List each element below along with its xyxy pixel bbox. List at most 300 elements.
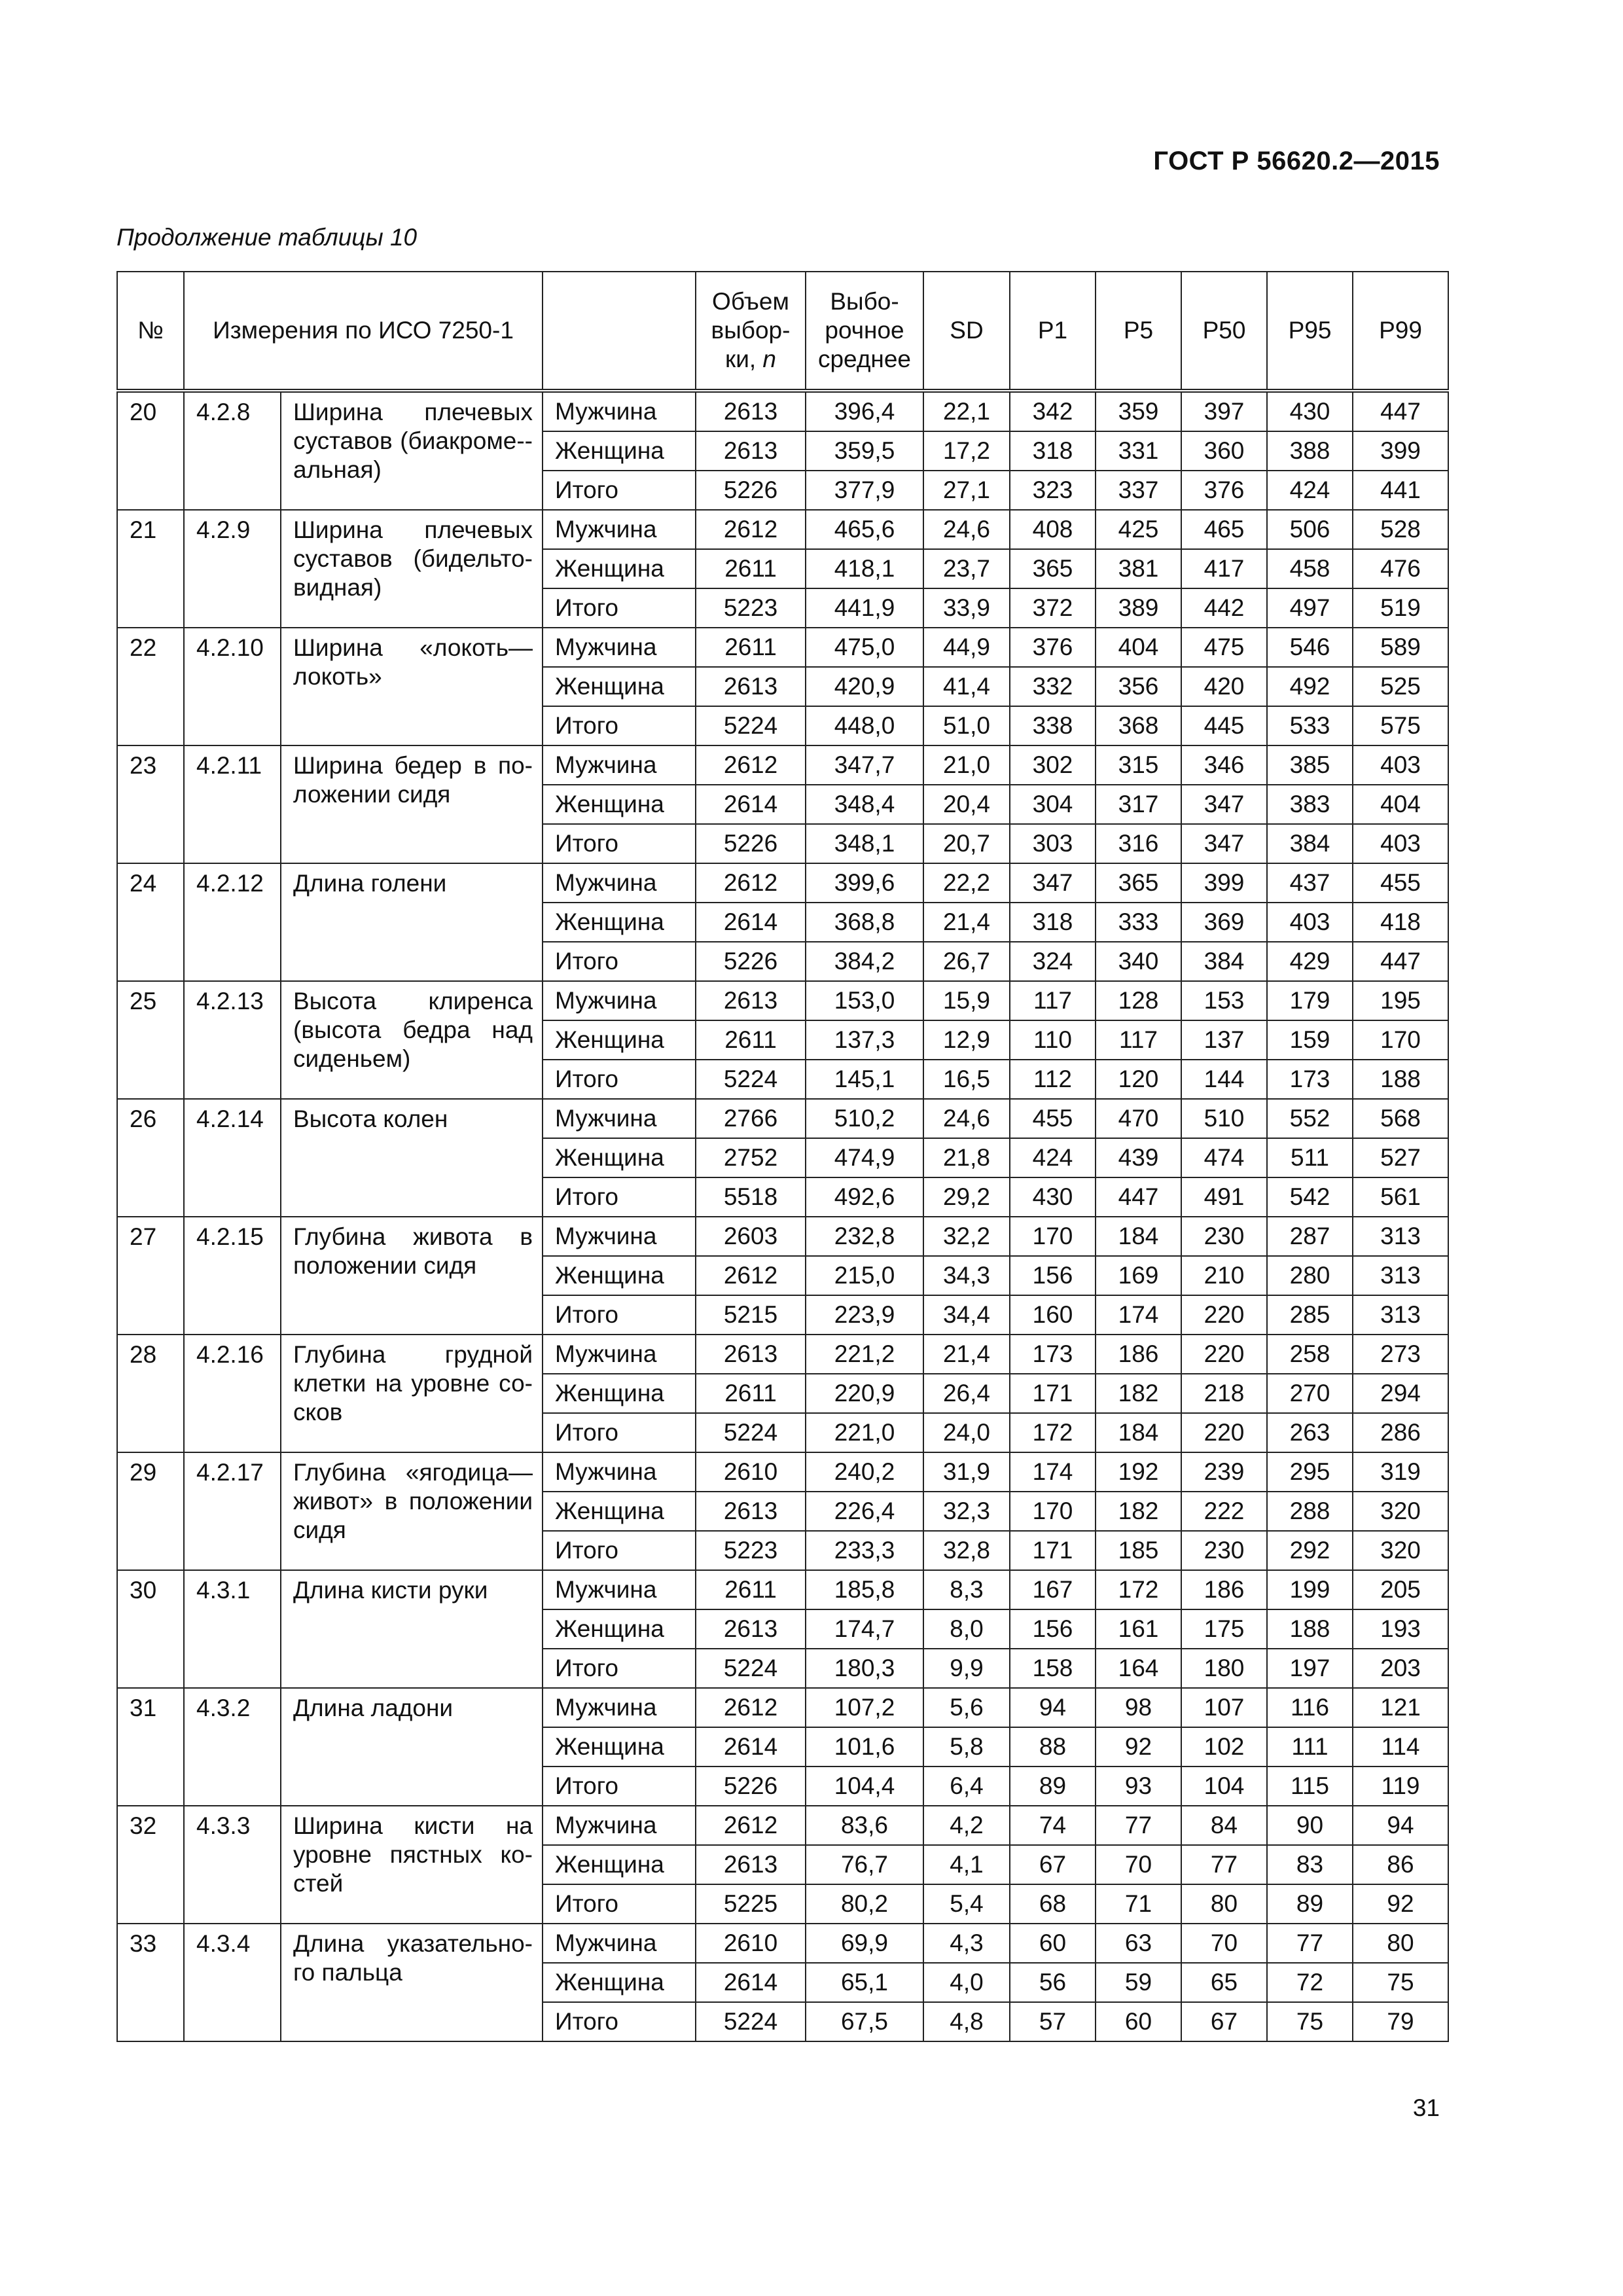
cell-p99: 519 bbox=[1353, 588, 1448, 628]
cell-p95: 295 bbox=[1267, 1452, 1353, 1492]
cell-p50: 465 bbox=[1181, 510, 1267, 549]
col-header-sd: SD bbox=[923, 272, 1010, 391]
cell-p5: 184 bbox=[1096, 1217, 1181, 1256]
cell-p99: 404 bbox=[1353, 785, 1448, 824]
cell-p99: 447 bbox=[1353, 391, 1448, 431]
table-row bbox=[117, 1335, 1448, 1374]
cell-p95: 83 bbox=[1267, 1845, 1353, 1884]
subgroup-label: Мужчина bbox=[543, 628, 696, 667]
cell-p95: 497 bbox=[1267, 588, 1353, 628]
cell-p1: 156 bbox=[1010, 1609, 1096, 1649]
subgroup-label: Итого bbox=[543, 471, 696, 510]
cell-mean: 399,6 bbox=[806, 863, 923, 903]
cell-p99: 286 bbox=[1353, 1413, 1448, 1452]
cell-p99: 313 bbox=[1353, 1256, 1448, 1295]
table-caption: Продолжение таблицы 10 bbox=[116, 224, 418, 251]
cell-mean: 174,7 bbox=[806, 1609, 923, 1649]
subgroup-label: Мужчина bbox=[543, 1570, 696, 1609]
table-row bbox=[117, 1570, 1448, 1609]
row-number: 23 bbox=[117, 745, 184, 863]
cell-sd: 8,0 bbox=[923, 1609, 1010, 1649]
cell-p50: 67 bbox=[1181, 2002, 1267, 2041]
cell-p1: 110 bbox=[1010, 1020, 1096, 1060]
cell-p1: 347 bbox=[1010, 863, 1096, 903]
cell-mean: 441,9 bbox=[806, 588, 923, 628]
measurement-name: Длина голени bbox=[281, 863, 543, 981]
col-header-mean bbox=[806, 272, 923, 391]
col-header-mean-l1: Выбо- bbox=[830, 288, 899, 315]
cell-p1: 173 bbox=[1010, 1335, 1096, 1374]
cell-p1: 324 bbox=[1010, 942, 1096, 981]
cell-n: 2613 bbox=[696, 391, 806, 431]
table-row bbox=[117, 510, 1448, 549]
cell-sd: 5,6 bbox=[923, 1688, 1010, 1727]
cell-p99: 94 bbox=[1353, 1806, 1448, 1845]
cell-n: 2613 bbox=[696, 1492, 806, 1531]
col-header-sample-size bbox=[696, 272, 806, 391]
cell-mean: 474,9 bbox=[806, 1138, 923, 1177]
cell-p1: 174 bbox=[1010, 1452, 1096, 1492]
cell-n: 2611 bbox=[696, 1374, 806, 1413]
cell-p1: 158 bbox=[1010, 1649, 1096, 1688]
cell-p50: 70 bbox=[1181, 1924, 1267, 1963]
cell-p99: 528 bbox=[1353, 510, 1448, 549]
cell-sd: 24,6 bbox=[923, 510, 1010, 549]
cell-n: 2612 bbox=[696, 1256, 806, 1295]
cell-mean: 475,0 bbox=[806, 628, 923, 667]
iso-code: 4.3.1 bbox=[184, 1570, 281, 1688]
iso-code: 4.2.14 bbox=[184, 1099, 281, 1217]
cell-sd: 21,0 bbox=[923, 745, 1010, 785]
cell-mean: 492,6 bbox=[806, 1177, 923, 1217]
cell-n: 2610 bbox=[696, 1452, 806, 1492]
cell-p95: 383 bbox=[1267, 785, 1353, 824]
cell-p1: 94 bbox=[1010, 1688, 1096, 1727]
subgroup-label: Итого bbox=[543, 1649, 696, 1688]
table-body bbox=[117, 391, 1448, 2041]
cell-p1: 303 bbox=[1010, 824, 1096, 863]
cell-p99: 575 bbox=[1353, 706, 1448, 745]
cell-mean: 180,3 bbox=[806, 1649, 923, 1688]
cell-p1: 170 bbox=[1010, 1492, 1096, 1531]
cell-p95: 270 bbox=[1267, 1374, 1353, 1413]
cell-p1: 172 bbox=[1010, 1413, 1096, 1452]
subgroup-label: Женщина bbox=[543, 1963, 696, 2002]
cell-p95: 388 bbox=[1267, 431, 1353, 471]
row-number: 22 bbox=[117, 628, 184, 745]
cell-sd: 32,2 bbox=[923, 1217, 1010, 1256]
cell-p50: 180 bbox=[1181, 1649, 1267, 1688]
subgroup-label: Женщина bbox=[543, 1374, 696, 1413]
subgroup-label: Итого bbox=[543, 1767, 696, 1806]
cell-p1: 338 bbox=[1010, 706, 1096, 745]
cell-p99: 313 bbox=[1353, 1295, 1448, 1335]
cell-p99: 193 bbox=[1353, 1609, 1448, 1649]
cell-p5: 331 bbox=[1096, 431, 1181, 471]
cell-p5: 172 bbox=[1096, 1570, 1181, 1609]
cell-p1: 408 bbox=[1010, 510, 1096, 549]
col-header-measure: Измерения по ИСО 7250-1 bbox=[184, 272, 543, 391]
measurements-table bbox=[116, 271, 1449, 2042]
cell-p95: 89 bbox=[1267, 1884, 1353, 1924]
cell-p99: 294 bbox=[1353, 1374, 1448, 1413]
cell-p99: 441 bbox=[1353, 471, 1448, 510]
cell-sd: 22,1 bbox=[923, 391, 1010, 431]
table-row bbox=[117, 1924, 1448, 1963]
subgroup-label: Итого bbox=[543, 1177, 696, 1217]
cell-n: 2612 bbox=[696, 745, 806, 785]
subgroup-label: Женщина bbox=[543, 431, 696, 471]
cell-p50: 369 bbox=[1181, 903, 1267, 942]
row-number: 30 bbox=[117, 1570, 184, 1688]
cell-p50: 102 bbox=[1181, 1727, 1267, 1767]
cell-p50: 144 bbox=[1181, 1060, 1267, 1099]
subgroup-label: Женщина bbox=[543, 1492, 696, 1531]
col-header-p50: P50 bbox=[1181, 272, 1267, 391]
cell-p95: 542 bbox=[1267, 1177, 1353, 1217]
cell-p5: 389 bbox=[1096, 588, 1181, 628]
cell-p50: 153 bbox=[1181, 981, 1267, 1020]
subgroup-label: Мужчина bbox=[543, 745, 696, 785]
measurement-name: Ширина плечевых суставов (бидельто-видная) bbox=[281, 510, 543, 628]
cell-mean: 83,6 bbox=[806, 1806, 923, 1845]
subgroup-label: Мужчина bbox=[543, 1452, 696, 1492]
cell-p99: 79 bbox=[1353, 2002, 1448, 2041]
cell-mean: 448,0 bbox=[806, 706, 923, 745]
cell-sd: 26,7 bbox=[923, 942, 1010, 981]
subgroup-label: Мужчина bbox=[543, 863, 696, 903]
cell-mean: 185,8 bbox=[806, 1570, 923, 1609]
cell-p95: 533 bbox=[1267, 706, 1353, 745]
cell-sd: 24,6 bbox=[923, 1099, 1010, 1138]
cell-sd: 21,4 bbox=[923, 1335, 1010, 1374]
row-number: 31 bbox=[117, 1688, 184, 1806]
cell-p95: 458 bbox=[1267, 549, 1353, 588]
subgroup-label: Итого bbox=[543, 1884, 696, 1924]
col-header-mean-l2: рочное bbox=[825, 317, 904, 344]
cell-p1: 365 bbox=[1010, 549, 1096, 588]
cell-p1: 304 bbox=[1010, 785, 1096, 824]
subgroup-label: Итого bbox=[543, 588, 696, 628]
table-row bbox=[117, 1688, 1448, 1727]
cell-p1: 342 bbox=[1010, 391, 1096, 431]
iso-code: 4.2.16 bbox=[184, 1335, 281, 1452]
cell-p99: 75 bbox=[1353, 1963, 1448, 2002]
cell-p95: 173 bbox=[1267, 1060, 1353, 1099]
subgroup-label: Итого bbox=[543, 942, 696, 981]
cell-p95: 424 bbox=[1267, 471, 1353, 510]
cell-p50: 220 bbox=[1181, 1335, 1267, 1374]
cell-p5: 98 bbox=[1096, 1688, 1181, 1727]
cell-p5: 184 bbox=[1096, 1413, 1181, 1452]
cell-mean: 348,1 bbox=[806, 824, 923, 863]
subgroup-label: Итого bbox=[543, 1295, 696, 1335]
cell-p5: 404 bbox=[1096, 628, 1181, 667]
cell-sd: 20,7 bbox=[923, 824, 1010, 863]
cell-p95: 116 bbox=[1267, 1688, 1353, 1727]
cell-p99: 273 bbox=[1353, 1335, 1448, 1374]
subgroup-label: Женщина bbox=[543, 1845, 696, 1884]
col-header-sample-size-l2: выбор- bbox=[711, 317, 791, 344]
measurement-name: Длина указательно-го пальца bbox=[281, 1924, 543, 2041]
cell-n: 2766 bbox=[696, 1099, 806, 1138]
cell-p99: 203 bbox=[1353, 1649, 1448, 1688]
subgroup-label: Итого bbox=[543, 1413, 696, 1452]
measurement-name: Высота клиренса (высота бедра над сиденьем) bbox=[281, 981, 543, 1099]
cell-p5: 340 bbox=[1096, 942, 1181, 981]
cell-n: 2611 bbox=[696, 1570, 806, 1609]
cell-n: 2610 bbox=[696, 1924, 806, 1963]
cell-mean: 76,7 bbox=[806, 1845, 923, 1884]
cell-p99: 476 bbox=[1353, 549, 1448, 588]
table-row bbox=[117, 863, 1448, 903]
cell-sd: 15,9 bbox=[923, 981, 1010, 1020]
subgroup-label: Женщина bbox=[543, 1727, 696, 1767]
measurement-name: Длина ладони bbox=[281, 1688, 543, 1806]
cell-p50: 175 bbox=[1181, 1609, 1267, 1649]
cell-p95: 384 bbox=[1267, 824, 1353, 863]
cell-p95: 546 bbox=[1267, 628, 1353, 667]
page-number: 31 bbox=[1412, 2094, 1440, 2121]
cell-p99: 195 bbox=[1353, 981, 1448, 1020]
cell-p1: 60 bbox=[1010, 1924, 1096, 1963]
col-header-sample-size-var: n bbox=[762, 346, 776, 372]
cell-p5: 425 bbox=[1096, 510, 1181, 549]
cell-p1: 112 bbox=[1010, 1060, 1096, 1099]
cell-p95: 90 bbox=[1267, 1806, 1353, 1845]
cell-p1: 170 bbox=[1010, 1217, 1096, 1256]
cell-sd: 5,8 bbox=[923, 1727, 1010, 1767]
cell-p5: 120 bbox=[1096, 1060, 1181, 1099]
cell-p1: 318 bbox=[1010, 431, 1096, 471]
cell-p99: 568 bbox=[1353, 1099, 1448, 1138]
cell-n: 5225 bbox=[696, 1884, 806, 1924]
subgroup-label: Итого bbox=[543, 706, 696, 745]
row-number: 28 bbox=[117, 1335, 184, 1452]
cell-p95: 280 bbox=[1267, 1256, 1353, 1295]
iso-code: 4.2.10 bbox=[184, 628, 281, 745]
cell-p1: 57 bbox=[1010, 2002, 1096, 2041]
subgroup-label: Итого bbox=[543, 824, 696, 863]
cell-p95: 385 bbox=[1267, 745, 1353, 785]
iso-code: 4.2.17 bbox=[184, 1452, 281, 1570]
cell-mean: 67,5 bbox=[806, 2002, 923, 2041]
cell-p99: 121 bbox=[1353, 1688, 1448, 1727]
cell-sd: 29,2 bbox=[923, 1177, 1010, 1217]
row-number: 20 bbox=[117, 391, 184, 510]
cell-n: 5518 bbox=[696, 1177, 806, 1217]
row-number: 25 bbox=[117, 981, 184, 1099]
cell-p5: 359 bbox=[1096, 391, 1181, 431]
cell-sd: 31,9 bbox=[923, 1452, 1010, 1492]
cell-p50: 347 bbox=[1181, 785, 1267, 824]
cell-p5: 63 bbox=[1096, 1924, 1181, 1963]
cell-mean: 396,4 bbox=[806, 391, 923, 431]
cell-p5: 315 bbox=[1096, 745, 1181, 785]
cell-p50: 137 bbox=[1181, 1020, 1267, 1060]
row-number: 21 bbox=[117, 510, 184, 628]
cell-n: 5224 bbox=[696, 706, 806, 745]
cell-p50: 77 bbox=[1181, 1845, 1267, 1884]
table-row bbox=[117, 1099, 1448, 1138]
cell-sd: 5,4 bbox=[923, 1884, 1010, 1924]
cell-p50: 491 bbox=[1181, 1177, 1267, 1217]
cell-p95: 179 bbox=[1267, 981, 1353, 1020]
col-header-no: № bbox=[117, 272, 184, 391]
cell-p5: 164 bbox=[1096, 1649, 1181, 1688]
cell-p95: 111 bbox=[1267, 1727, 1353, 1767]
cell-p99: 589 bbox=[1353, 628, 1448, 667]
cell-p99: 86 bbox=[1353, 1845, 1448, 1884]
subgroup-label: Мужчина bbox=[543, 1217, 696, 1256]
cell-p50: 420 bbox=[1181, 667, 1267, 706]
cell-p50: 186 bbox=[1181, 1570, 1267, 1609]
cell-p95: 511 bbox=[1267, 1138, 1353, 1177]
cell-p99: 119 bbox=[1353, 1767, 1448, 1806]
cell-p95: 72 bbox=[1267, 1963, 1353, 2002]
cell-p5: 70 bbox=[1096, 1845, 1181, 1884]
cell-p95: 77 bbox=[1267, 1924, 1353, 1963]
table-row bbox=[117, 981, 1448, 1020]
cell-sd: 44,9 bbox=[923, 628, 1010, 667]
row-number: 26 bbox=[117, 1099, 184, 1217]
cell-p5: 59 bbox=[1096, 1963, 1181, 2002]
subgroup-label: Мужчина bbox=[543, 1924, 696, 1963]
cell-p50: 230 bbox=[1181, 1217, 1267, 1256]
subgroup-label: Женщина bbox=[543, 549, 696, 588]
col-header-mean-l3: среднее bbox=[817, 346, 912, 372]
cell-mean: 465,6 bbox=[806, 510, 923, 549]
cell-p50: 442 bbox=[1181, 588, 1267, 628]
cell-n: 2612 bbox=[696, 1806, 806, 1845]
cell-p50: 347 bbox=[1181, 824, 1267, 863]
cell-sd: 27,1 bbox=[923, 471, 1010, 510]
cell-p95: 403 bbox=[1267, 903, 1353, 942]
cell-n: 2613 bbox=[696, 667, 806, 706]
subgroup-label: Мужчина bbox=[543, 510, 696, 549]
cell-mean: 145,1 bbox=[806, 1060, 923, 1099]
cell-p5: 356 bbox=[1096, 667, 1181, 706]
row-number: 32 bbox=[117, 1806, 184, 1924]
cell-mean: 101,6 bbox=[806, 1727, 923, 1767]
cell-p99: 80 bbox=[1353, 1924, 1448, 1963]
cell-p50: 84 bbox=[1181, 1806, 1267, 1845]
cell-sd: 32,8 bbox=[923, 1531, 1010, 1570]
cell-p1: 117 bbox=[1010, 981, 1096, 1020]
cell-n: 5224 bbox=[696, 1649, 806, 1688]
cell-p50: 475 bbox=[1181, 628, 1267, 667]
subgroup-label: Мужчина bbox=[543, 981, 696, 1020]
cell-p50: 220 bbox=[1181, 1413, 1267, 1452]
iso-code: 4.2.11 bbox=[184, 745, 281, 863]
cell-p5: 337 bbox=[1096, 471, 1181, 510]
cell-sd: 20,4 bbox=[923, 785, 1010, 824]
cell-p50: 399 bbox=[1181, 863, 1267, 903]
cell-n: 5226 bbox=[696, 824, 806, 863]
cell-n: 2613 bbox=[696, 1335, 806, 1374]
cell-sd: 32,3 bbox=[923, 1492, 1010, 1531]
row-number: 29 bbox=[117, 1452, 184, 1570]
subgroup-label: Итого bbox=[543, 2002, 696, 2041]
cell-p5: 92 bbox=[1096, 1727, 1181, 1767]
cell-p5: 186 bbox=[1096, 1335, 1181, 1374]
document-code: ГОСТ Р 56620.2—2015 bbox=[1153, 147, 1440, 175]
cell-mean: 347,7 bbox=[806, 745, 923, 785]
cell-p50: 107 bbox=[1181, 1688, 1267, 1727]
cell-p95: 492 bbox=[1267, 667, 1353, 706]
cell-mean: 240,2 bbox=[806, 1452, 923, 1492]
cell-p5: 447 bbox=[1096, 1177, 1181, 1217]
cell-mean: 348,4 bbox=[806, 785, 923, 824]
cell-n: 2614 bbox=[696, 1727, 806, 1767]
cell-n: 5224 bbox=[696, 1413, 806, 1452]
cell-p99: 313 bbox=[1353, 1217, 1448, 1256]
cell-n: 2613 bbox=[696, 1845, 806, 1884]
cell-p95: 429 bbox=[1267, 942, 1353, 981]
iso-code: 4.3.3 bbox=[184, 1806, 281, 1924]
cell-p5: 182 bbox=[1096, 1492, 1181, 1531]
cell-p1: 89 bbox=[1010, 1767, 1096, 1806]
cell-p99: 320 bbox=[1353, 1531, 1448, 1570]
cell-sd: 41,4 bbox=[923, 667, 1010, 706]
cell-p99: 447 bbox=[1353, 942, 1448, 981]
cell-p5: 365 bbox=[1096, 863, 1181, 903]
cell-n: 5215 bbox=[696, 1295, 806, 1335]
cell-mean: 510,2 bbox=[806, 1099, 923, 1138]
measurement-name: Высота колен bbox=[281, 1099, 543, 1217]
cell-p50: 445 bbox=[1181, 706, 1267, 745]
cell-p50: 397 bbox=[1181, 391, 1267, 431]
cell-mean: 359,5 bbox=[806, 431, 923, 471]
cell-sd: 34,3 bbox=[923, 1256, 1010, 1295]
cell-p95: 292 bbox=[1267, 1531, 1353, 1570]
cell-p1: 167 bbox=[1010, 1570, 1096, 1609]
cell-sd: 34,4 bbox=[923, 1295, 1010, 1335]
cell-p1: 376 bbox=[1010, 628, 1096, 667]
cell-n: 5226 bbox=[696, 942, 806, 981]
cell-p95: 437 bbox=[1267, 863, 1353, 903]
cell-sd: 4,2 bbox=[923, 1806, 1010, 1845]
cell-p50: 376 bbox=[1181, 471, 1267, 510]
cell-p99: 114 bbox=[1353, 1727, 1448, 1767]
cell-p1: 332 bbox=[1010, 667, 1096, 706]
cell-p95: 263 bbox=[1267, 1413, 1353, 1452]
cell-mean: 377,9 bbox=[806, 471, 923, 510]
iso-code: 4.2.13 bbox=[184, 981, 281, 1099]
cell-p1: 56 bbox=[1010, 1963, 1096, 2002]
cell-p99: 527 bbox=[1353, 1138, 1448, 1177]
cell-p1: 68 bbox=[1010, 1884, 1096, 1924]
iso-code: 4.3.4 bbox=[184, 1924, 281, 2041]
col-header-p99: P99 bbox=[1353, 272, 1448, 391]
cell-mean: 221,0 bbox=[806, 1413, 923, 1452]
cell-mean: 384,2 bbox=[806, 942, 923, 981]
cell-p50: 239 bbox=[1181, 1452, 1267, 1492]
cell-sd: 21,4 bbox=[923, 903, 1010, 942]
cell-p1: 302 bbox=[1010, 745, 1096, 785]
cell-p50: 510 bbox=[1181, 1099, 1267, 1138]
cell-n: 2613 bbox=[696, 1609, 806, 1649]
cell-sd: 17,2 bbox=[923, 431, 1010, 471]
col-header-p5: P5 bbox=[1096, 272, 1181, 391]
cell-n: 2611 bbox=[696, 628, 806, 667]
cell-p95: 159 bbox=[1267, 1020, 1353, 1060]
iso-code: 4.2.15 bbox=[184, 1217, 281, 1335]
cell-n: 5223 bbox=[696, 1531, 806, 1570]
subgroup-label: Женщина bbox=[543, 1020, 696, 1060]
subgroup-label: Женщина bbox=[543, 903, 696, 942]
cell-p50: 474 bbox=[1181, 1138, 1267, 1177]
